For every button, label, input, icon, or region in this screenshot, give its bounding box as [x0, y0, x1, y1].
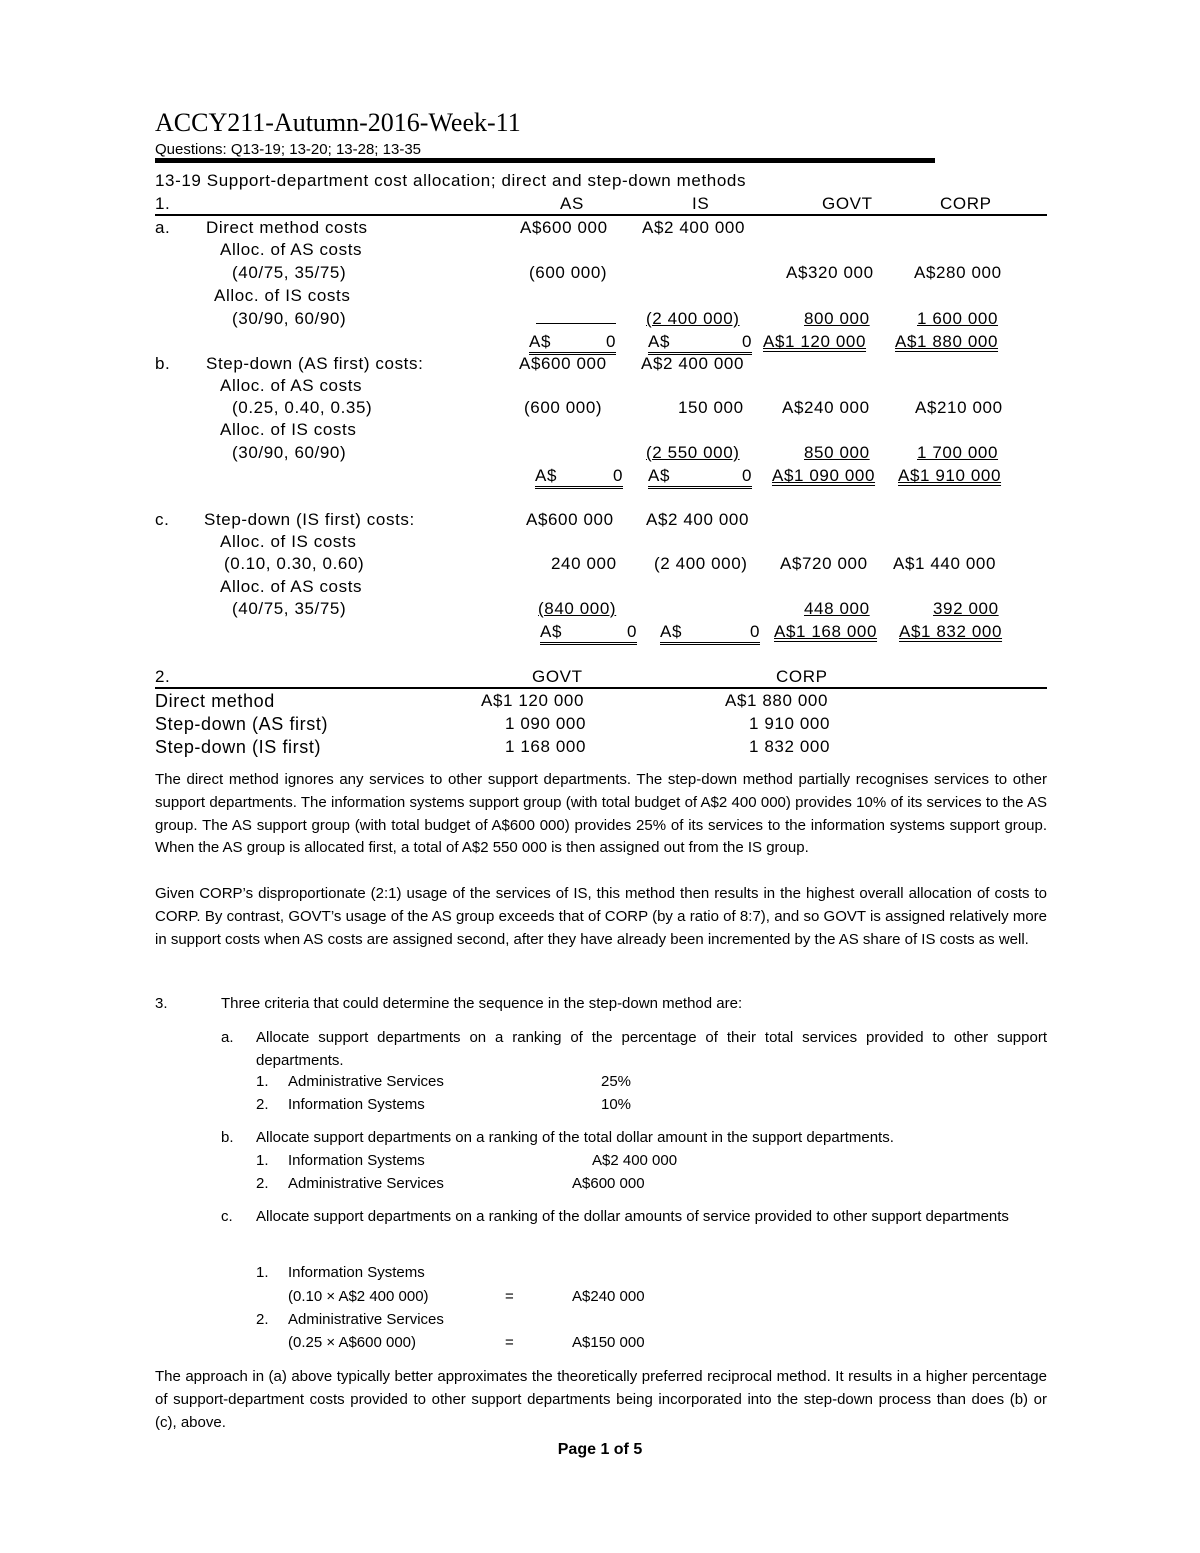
part3-b-item-value: A$600 000 — [572, 1175, 645, 1192]
part3-b-item-num: 1. — [256, 1152, 269, 1169]
row-a-alloc-is-label: Alloc. of IS costs — [214, 286, 351, 305]
row-a-alloc-is-ratio: (30/90, 60/90) — [232, 309, 347, 328]
row-a-alloc-is-corp: 1 600 000 — [917, 309, 999, 328]
part3-b-item-name: Administrative Services — [288, 1175, 444, 1192]
part3-a-item-name: Information Systems — [288, 1096, 425, 1113]
part3-a-item-num: 1. — [256, 1073, 269, 1090]
part2-row-corp: 1 832 000 — [749, 737, 831, 756]
row-b-alloc-is-ratio: (30/90, 60/90) — [232, 443, 347, 462]
row-c-title: Step-down (IS first) costs: — [204, 510, 415, 529]
row-b-title: Step-down (AS first) costs: — [206, 354, 424, 373]
part2-col-corp: CORP — [776, 667, 828, 686]
part2-header-rule — [155, 687, 1047, 689]
questions-line: Questions: Q13-19; 13-20; 13-28; 13-35 — [155, 141, 422, 158]
row-c-total-as-currency: A$ — [540, 622, 562, 641]
row-b-total-govt: A$1 090 000 — [772, 466, 876, 485]
row-a-total-as-currency: A$ — [529, 332, 551, 351]
row-a-alloc-is-govt: 800 000 — [804, 309, 870, 328]
row-b-alloc-as-label: Alloc. of AS costs — [220, 376, 363, 395]
page-number: Page 1 of 5 — [557, 1441, 643, 1458]
row-a-total-corp: A$1 880 000 — [895, 332, 999, 351]
section-heading: 13-19 Support-department cost allocation; direct and step-down methods — [155, 171, 747, 190]
row-c-alloc-is-is: (2 400 000) — [654, 554, 748, 573]
part2-col-govt: GOVT — [532, 667, 583, 686]
row-a-alloc-as-label: Alloc. of AS costs — [220, 240, 363, 259]
part3-c-text: Allocate support departments on a ranking of the dollar amounts of service provided to other support departments — [256, 1208, 1009, 1225]
part3-c-item-value: A$240 000 — [572, 1288, 645, 1305]
part3-c-item-calc: (0.25 × A$600 000) — [288, 1334, 417, 1351]
row-b-total-is-currency: A$ — [648, 466, 670, 485]
row-c-alloc-is-as: 240 000 — [551, 554, 617, 573]
part3-c-label: c. — [221, 1208, 233, 1225]
part2-label: 2. — [155, 667, 171, 686]
part1-label: 1. — [155, 194, 171, 213]
part3-label: 3. — [155, 995, 168, 1012]
part2-row-corp: A$1 880 000 — [725, 691, 829, 710]
part3-c-item-calc: (0.10 × A$2 400 000) — [288, 1288, 429, 1305]
row-c-is: A$2 400 000 — [646, 510, 750, 529]
part3-c-item-name: Information Systems — [288, 1264, 425, 1281]
row-b-alloc-is-is: (2 550 000) — [646, 443, 740, 462]
row-c-alloc-is-label: Alloc. of IS costs — [220, 532, 357, 551]
row-b-alloc-is-label: Alloc. of IS costs — [220, 420, 357, 439]
part3-b-label: b. — [221, 1129, 234, 1146]
row-b-label: b. — [155, 354, 171, 373]
part3-a-item-num: 2. — [256, 1096, 269, 1113]
col-header-corp: CORP — [940, 194, 992, 213]
row-b-alloc-as-govt: A$240 000 — [782, 398, 870, 417]
row-c-alloc-is-corp: A$1 440 000 — [893, 554, 997, 573]
col-header-govt: GOVT — [822, 194, 873, 213]
row-b-alloc-is-govt: 850 000 — [804, 443, 870, 462]
row-b-alloc-as-corp: A$210 000 — [915, 398, 1003, 417]
part3-intro: Three criteria that could determine the sequence in the step-down method are: — [221, 995, 743, 1012]
row-a-alloc-as-govt: A$320 000 — [786, 263, 874, 282]
part3-a-item-value: 25% — [601, 1073, 632, 1090]
document-title: ACCY211-Autumn-2016-Week-11 — [155, 108, 521, 137]
row-c-total-as — [540, 622, 637, 645]
row-c-alloc-as-as: (840 000) — [538, 599, 617, 618]
part2-row-corp: 1 910 000 — [749, 714, 831, 733]
row-c-alloc-as-label: Alloc. of AS costs — [220, 577, 363, 596]
part2-row-method: Step-down (IS first) — [155, 737, 322, 757]
row-a-as: A$600 000 — [520, 218, 608, 237]
row-a-total-as-value: 0 — [605, 332, 616, 351]
part2-row-govt: A$1 120 000 — [481, 691, 585, 710]
header-divider — [155, 158, 935, 163]
row-b-total-as-currency: A$ — [535, 466, 557, 485]
row-a-total-is-currency: A$ — [648, 332, 670, 351]
row-a-title: Direct method costs — [206, 218, 368, 237]
table-header-rule — [155, 214, 1047, 216]
row-a-alloc-is-is: (2 400 000) — [646, 309, 740, 328]
part3-a-item-name: Administrative Services — [288, 1073, 444, 1090]
part2-row-govt: 1 168 000 — [505, 737, 587, 756]
row-b-total-is — [648, 466, 752, 489]
row-c-as: A$600 000 — [526, 510, 614, 529]
row-b-is: A$2 400 000 — [641, 354, 745, 373]
row-a-total-is-value: 0 — [741, 332, 752, 351]
row-a-label: a. — [155, 218, 171, 237]
row-b-alloc-as-is: 150 000 — [678, 398, 744, 417]
row-c-total-is-value: 0 — [749, 622, 760, 641]
row-a-alloc-as-ratio: (40/75, 35/75) — [232, 263, 347, 282]
conclusion-paragraph: The approach in (a) above typically better approximates the theoretically preferred reciprocal method. It results in a higher percentage of support-department costs provided to other support departments being incorporated into the step-down process than does (b) or (c), above. — [155, 1368, 1047, 1431]
row-c-total-is — [660, 622, 760, 645]
row-c-alloc-is-ratio: (0.10, 0.30, 0.60) — [224, 554, 365, 573]
part3-a-text: Allocate support departments on a ranking of the percentage of their total services provided to other support departments. — [256, 1029, 1047, 1069]
row-b-total-is-value: 0 — [741, 466, 752, 485]
row-c-total-govt: A$1 168 000 — [774, 622, 878, 641]
row-b-total-as — [535, 466, 623, 489]
part2-row-method: Direct method — [155, 691, 275, 711]
part3-c-item-num: 2. — [256, 1311, 269, 1328]
row-c-alloc-is-govt: A$720 000 — [780, 554, 868, 573]
part3-a-label: a. — [221, 1029, 234, 1046]
row-c-total-as-value: 0 — [626, 622, 637, 641]
row-c-label: c. — [155, 510, 170, 529]
part3-a-item-value: 10% — [601, 1096, 632, 1113]
part3-c-item-name: Administrative Services — [288, 1311, 444, 1328]
part2-row-method: Step-down (AS first) — [155, 714, 329, 734]
col-header-as: AS — [560, 194, 584, 213]
row-c-alloc-as-corp: 392 000 — [933, 599, 999, 618]
row-a-total-govt: A$1 120 000 — [763, 332, 867, 351]
row-a-total-as — [529, 332, 616, 355]
part3-b-item-name: Information Systems — [288, 1152, 425, 1169]
row-a-is: A$2 400 000 — [642, 218, 746, 237]
explanation-paragraph-2: Given CORP’s disproportionate (2:1) usage of the services of IS, this method then results in the highest overall allocation of costs to CORP. By contrast, GOVT’s usage of the AS group exceeds that of CORP (by a ratio of 8:7), and so GOVT is assigned relatively more in support costs when AS costs are assigned second, after they have already been incremented by the AS share of IS costs as well. — [155, 885, 1047, 948]
row-b-total-as-value: 0 — [612, 466, 623, 485]
row-c-total-corp: A$1 832 000 — [899, 622, 1003, 641]
part2-row-govt: 1 090 000 — [505, 714, 587, 733]
row-a-total-is — [648, 332, 752, 355]
explanation-paragraph-1: The direct method ignores any services to other support departments. The step-down method partially recognises services to other support departments. The information systems support group (with total budget of A$2 400 000) provides 10% of its services to the AS group. The AS support group (with total budget of A$600 000) provides 25% of its services to the information systems support group. When the AS group is allocated first, a total of A$2 550 000 is then assigned out from the IS group. — [155, 771, 1047, 857]
part3-c-item-value: A$150 000 — [572, 1334, 645, 1351]
part3-c-item-equals: = — [505, 1288, 514, 1305]
row-b-alloc-as-ratio: (0.25, 0.40, 0.35) — [232, 398, 373, 417]
row-b-alloc-is-corp: 1 700 000 — [917, 443, 999, 462]
row-a-alloc-as-as: (600 000) — [529, 263, 608, 282]
row-b-alloc-as-as: (600 000) — [524, 398, 603, 417]
part3-b-text: Allocate support departments on a ranking of the total dollar amount in the support departments. — [256, 1129, 894, 1146]
col-header-is: IS — [692, 194, 710, 213]
row-a-alloc-as-corp: A$280 000 — [914, 263, 1002, 282]
part3-c-item-num: 1. — [256, 1264, 269, 1281]
row-c-alloc-as-govt: 448 000 — [804, 599, 870, 618]
row-c-total-is-currency: A$ — [660, 622, 682, 641]
row-c-alloc-as-ratio: (40/75, 35/75) — [232, 599, 347, 618]
row-a-as-blank-rule — [536, 323, 616, 324]
row-b-total-corp: A$1 910 000 — [898, 466, 1002, 485]
part3-b-item-num: 2. — [256, 1175, 269, 1192]
row-b-as: A$600 000 — [519, 354, 607, 373]
part3-b-item-value: A$2 400 000 — [592, 1152, 678, 1169]
part3-c-item-equals: = — [505, 1334, 514, 1351]
